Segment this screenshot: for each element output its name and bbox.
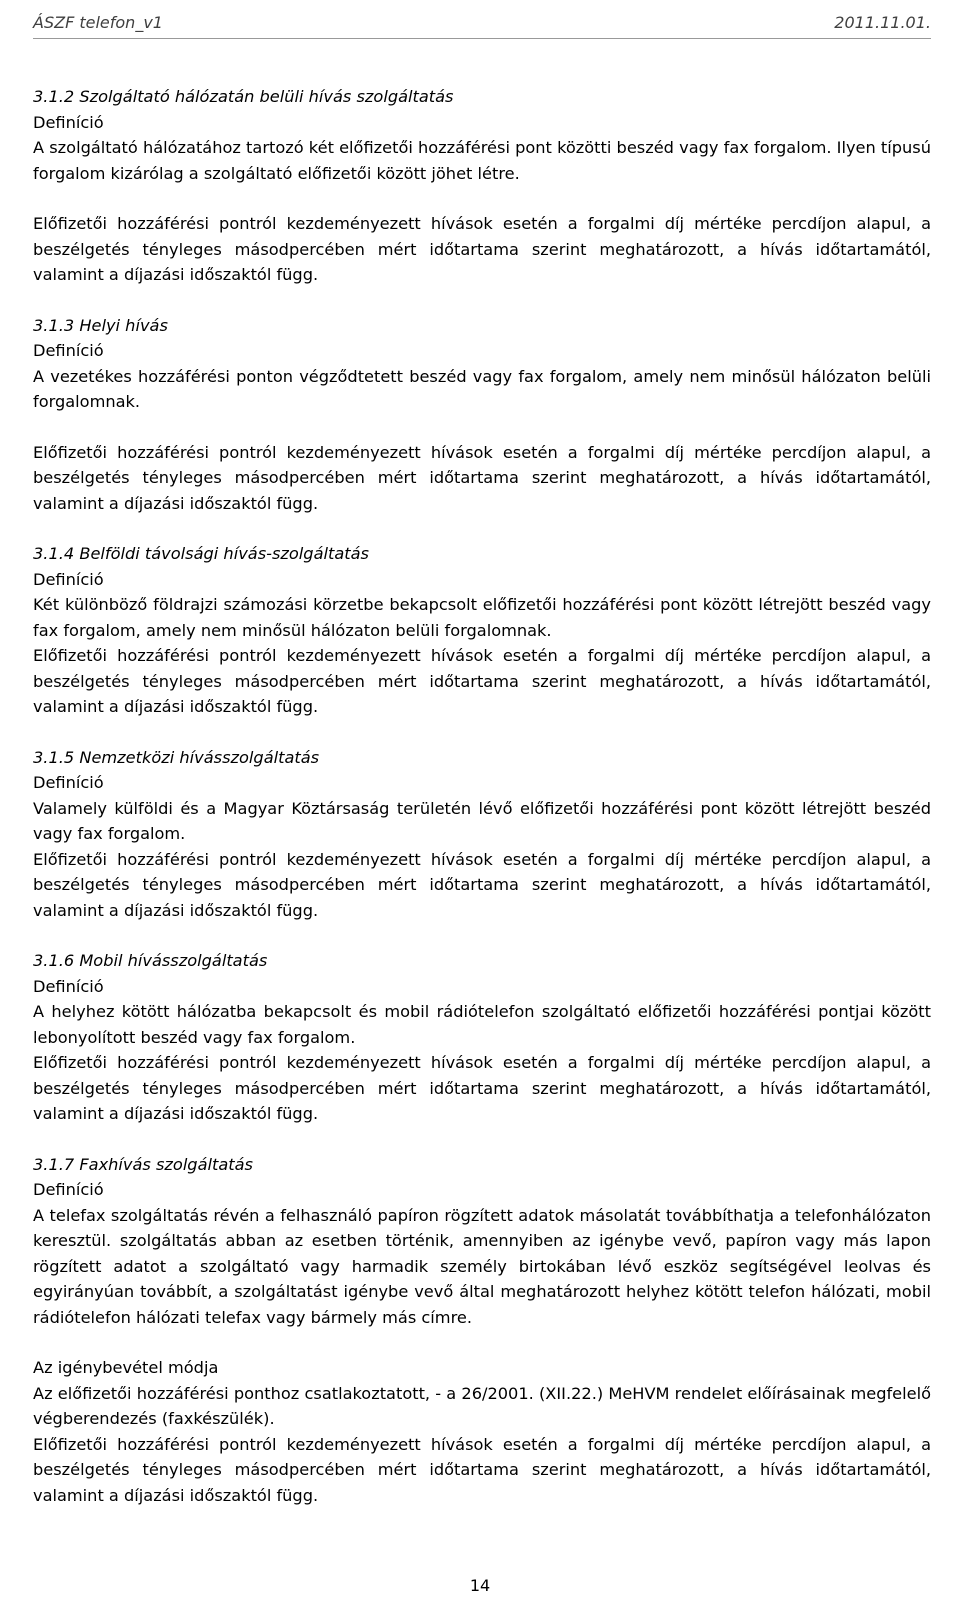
definition-text: Valamely külföldi és a Magyar Köztársaság területén lévő előfizetői hozzáférési pont között létrejött beszéd vagy fax forgalom. [33,798,931,843]
section-title: 3.1.4 Belföldi távolsági hívás-szolgáltatás [33,544,369,563]
section-title: 3.1.7 Faxhívás szolgáltatás [33,1154,253,1174]
section-3-1-6 [33,948,931,1127]
pricing-text: Előfizetői hozzáférési pontról kezdeményezett hívások esetén a forgalmi díj mértéke percdíjon alapul, a beszélgetés tényleges másodpercében mért időtartama szerint meghatározott, a hívás időtartamától, valamint a díjazási időszaktól függ. [33,849,931,920]
pricing-text: Előfizetői hozzáférési pontról kezdeményezett hívások esetén a forgalmi díj mértéke percdíjon alapul, a beszélgetés tényleges másodpercében mért időtartama szerint meghatározott, a hívás időtartamától, valamint a díjazási időszaktól függ. [33,214,931,284]
section-3-1-2 [33,84,931,288]
section-title: 3.1.5 Nemzetközi hívásszolgáltatás [33,747,320,767]
pricing-text: Előfizetői hozzáférési pontról kezdeményezett hívások esetén a forgalmi díj mértéke percdíjon alapul, a beszélgetés tényleges másodpercében mért időtartama szerint meghatározott, a hívás időtartamától, valamint a díjazási időszaktól függ. [33,1434,931,1505]
pricing-text: Előfizetői hozzáférési pontról kezdeményezett hívások esetén a forgalmi díj mértéke percdíjon alapul, a beszélgetés tényleges másodpercében mért időtartama szerint meghatározott, a hívás időtartamától, valamint a díjazási időszaktól függ. [33,646,931,716]
definition-label: Definíció [33,1180,104,1199]
header-doc-title: ÁSZF telefon_v1 [33,13,163,32]
definition-text: A szolgáltató hálózatához tartozó két előfizetői hozzáférési pont közötti beszéd vagy fax forgalom. Ilyen típusú forgalom kizárólag a szolgáltató előfizetői között jöhet létre. [33,138,931,183]
definition-label: Definíció [33,773,104,792]
header-date: 2011.11.01. [834,13,931,32]
document-body [33,84,931,1508]
section-title: 3.1.6 Mobil hívásszolgáltatás [33,951,268,970]
definition-label: Definíció [33,112,104,132]
page-header [33,6,931,39]
pricing-text: Előfizetői hozzáférési pontról kezdeményezett hívások esetén a forgalmi díj mértéke percdíjon alapul, a beszélgetés tényleges másodpercében mért időtartama szerint meghatározott, a hívás időtartamától, valamint a díjazási időszaktól függ. [33,442,931,513]
section-3-1-7 [33,1152,931,1509]
section-3-1-3 [33,313,931,517]
definition-text: Két különböző földrajzi számozási körzetbe bekapcsolt előfizetői hozzáférési pont között létrejött beszéd vagy fax forgalom, amely nem minősül hálózaton belüli forgalomnak. [33,595,931,640]
section-title: 3.1.3 Helyi hívás [33,315,168,335]
pricing-text: Előfizetői hozzáférési pontról kezdeményezett hívások esetén a forgalmi díj mértéke percdíjon alapul, a beszélgetés tényleges másodpercében mért időtartama szerint meghatározott, a hívás időtartamától, valamint a díjazási időszaktól függ. [33,1053,931,1123]
usage-title: Az igénybevétel módja [33,1358,219,1377]
section-title: 3.1.2 Szolgáltató hálózatán belüli hívás szolgáltatás [33,87,454,106]
section-3-1-5 [33,745,931,924]
definition-text: A vezetékes hozzáférési ponton végződtetett beszéd vagy fax forgalom, amely nem minősül hálózaton belüli forgalomnak. [33,366,931,411]
definition-text: A telefax szolgáltatás révén a felhasználó papíron rögzített adatok másolatát továbbíthatja a telefonhálózaton keresztül. szolgáltatás abban az esetben történik, amennyiben az igénybe vevő, papíron vagy más lapon rögzített adatot a szolgáltató vagy harmadik személy birtokában lévő eszköz segítségével leolvas és egyirányúan továbbít, a szolgáltatást igénybe vevő által meghatározott helyhez kötött telefon hálózati, mobil rádiótelefon hálózati telefax vagy bármely más címre. [33,1205,931,1327]
page-number: 14 [469,1576,491,1595]
definition-label: Definíció [33,341,104,360]
usage-text: Az előfizetői hozzáférési ponthoz csatlakoztatott, - a 26/2001. (XII.22.) MeHVM rendelet előírásainak megfelelő végberendezés (faxkészülék). [33,1383,931,1428]
definition-label: Definíció [33,976,104,996]
definition-text: A helyhez kötött hálózatba bekapcsolt és mobil rádiótelefon szolgáltató előfizetői hozzáférési pontjai között lebonyolított beszéd vagy fax forgalom. [33,1002,931,1047]
definition-label: Definíció [33,569,104,589]
document-page [33,6,931,1533]
section-3-1-4 [33,541,931,720]
